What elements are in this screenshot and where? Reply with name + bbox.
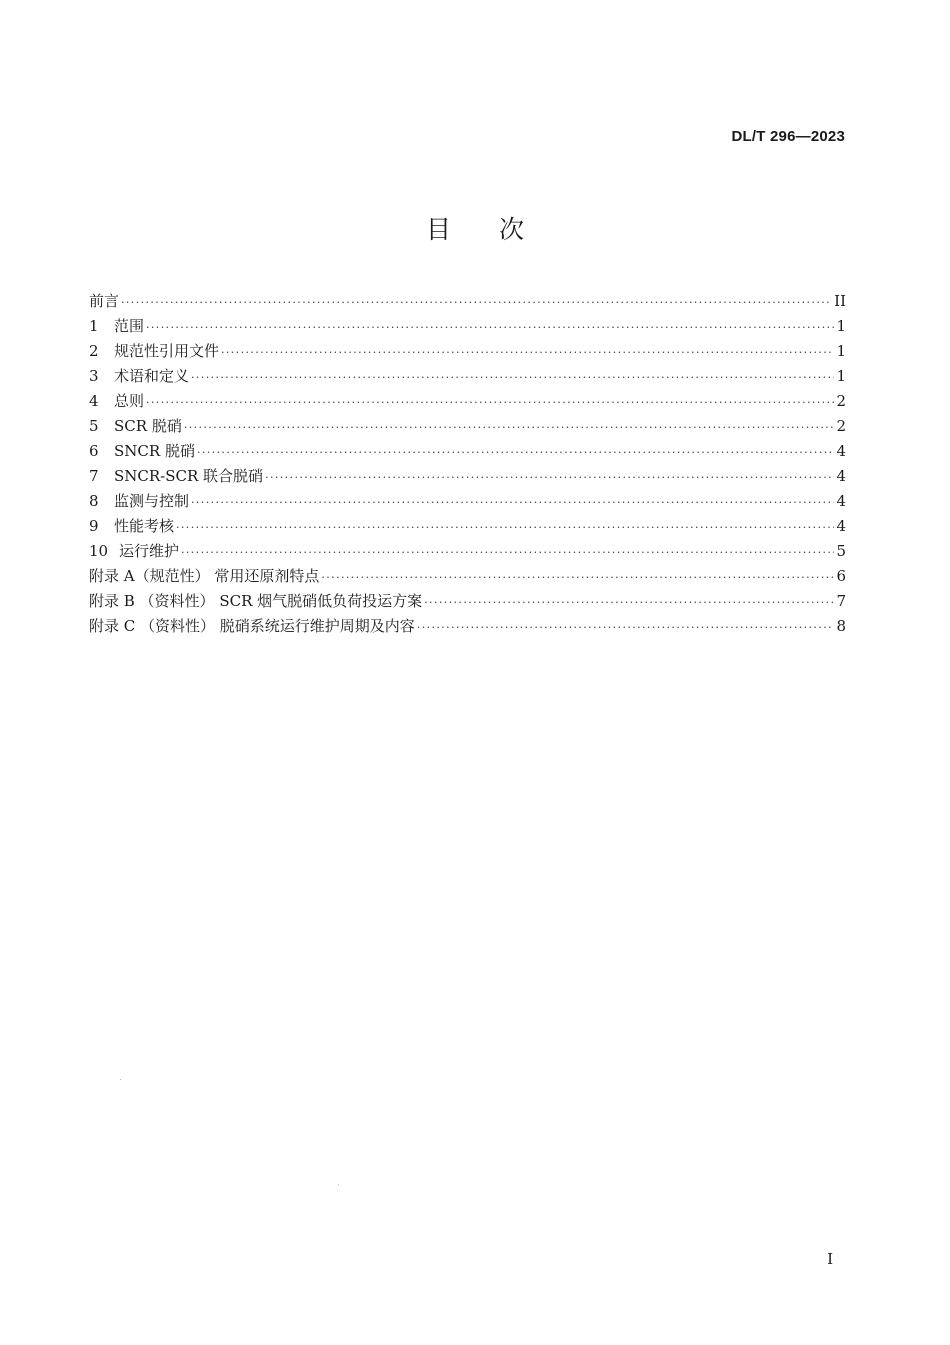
toc-entry[interactable] [89, 564, 846, 589]
toc-entry-number: 3 [89, 367, 99, 385]
toc-entry-label: SCR 脱硝 [114, 417, 182, 435]
toc-entry-label: 前言 [89, 292, 120, 310]
toc-entry[interactable] [89, 464, 846, 489]
toc-entry-page: 1 [836, 367, 846, 385]
toc-entry-number: 7 [89, 467, 99, 485]
toc-entry[interactable] [89, 439, 846, 464]
toc-entry[interactable] [89, 539, 846, 564]
toc-entry-page: 6 [836, 567, 846, 585]
toc-entry[interactable] [89, 314, 846, 339]
toc-leader-dots [265, 465, 834, 490]
toc-entry-label: 附录 A（规范性） 常用还原剂特点 [89, 567, 320, 585]
toc-entry-label: 监测与控制 [114, 492, 190, 510]
toc-entry-page: 2 [836, 392, 846, 410]
toc-entry-number: 5 [89, 417, 99, 435]
toc-entry[interactable] [89, 589, 846, 614]
toc-leader-dots [221, 340, 834, 365]
toc-leader-dots [146, 390, 834, 415]
toc-entry-label: 术语和定义 [114, 367, 190, 385]
toc-entry[interactable] [89, 364, 846, 389]
toc-entry-page: 4 [836, 492, 846, 510]
toc-entry-number: 4 [89, 392, 99, 410]
toc-entry-page: 4 [836, 517, 846, 535]
toc-leader-dots [191, 365, 834, 390]
toc-entry[interactable] [89, 289, 846, 314]
toc-entry-number: 2 [89, 342, 99, 360]
toc-entry[interactable] [89, 339, 846, 364]
toc-entry-label: 性能考核 [114, 517, 175, 535]
toc-entry[interactable] [89, 414, 846, 439]
toc-entry-number: 9 [89, 517, 99, 535]
toc-leader-dots [176, 515, 834, 540]
scan-speck [120, 1079, 121, 1080]
toc-entry[interactable] [89, 614, 846, 639]
toc-leader-dots [424, 590, 834, 615]
toc-entry-page: 1 [836, 342, 846, 360]
toc-entry-label: 附录 C （资料性） 脱硝系统运行维护周期及内容 [89, 617, 415, 635]
toc-entry-page: 5 [836, 542, 846, 560]
toc-entry[interactable] [89, 489, 846, 514]
toc-leader-dots [197, 440, 835, 465]
toc-entry-page: 4 [836, 442, 846, 460]
toc-entry-label: SNCR-SCR 联合脱硝 [114, 467, 264, 485]
toc-leader-dots [191, 490, 834, 515]
toc-entry-label: 范围 [114, 317, 145, 335]
toc-entry-number: 6 [89, 442, 99, 460]
page-number: I [827, 1250, 833, 1268]
toc-entry-label: 总则 [114, 392, 145, 410]
toc-entry-number: 10 [89, 542, 109, 560]
toc-entry-label: 规范性引用文件 [114, 342, 220, 360]
toc-entry[interactable] [89, 514, 846, 539]
page-title: 目次 [425, 215, 572, 244]
toc-entry-page: 8 [836, 617, 846, 635]
toc-entry-page: 7 [836, 592, 846, 610]
toc-entry-label: 附录 B （资料性） SCR 烟气脱硝低负荷投运方案 [89, 592, 423, 610]
toc-entry[interactable] [89, 389, 846, 414]
table-of-contents [89, 289, 846, 639]
toc-entry-label: SNCR 脱硝 [114, 442, 195, 460]
toc-leader-dots [181, 540, 834, 565]
toc-entry-number: 8 [89, 492, 99, 510]
toc-entry-number: 1 [89, 317, 99, 335]
toc-leader-dots [417, 615, 835, 640]
toc-leader-dots [321, 565, 834, 590]
scan-speck [338, 1184, 339, 1185]
toc-entry-page: 4 [836, 467, 846, 485]
toc-entry-page: 1 [836, 317, 846, 335]
toc-entry-label: 运行维护 [119, 542, 180, 560]
toc-entry-page: II [834, 292, 846, 310]
toc-leader-dots [146, 315, 834, 340]
toc-entry-page: 2 [836, 417, 846, 435]
document-code: DL/T 296—2023 [731, 128, 845, 145]
toc-leader-dots [121, 290, 832, 315]
toc-leader-dots [184, 415, 835, 440]
